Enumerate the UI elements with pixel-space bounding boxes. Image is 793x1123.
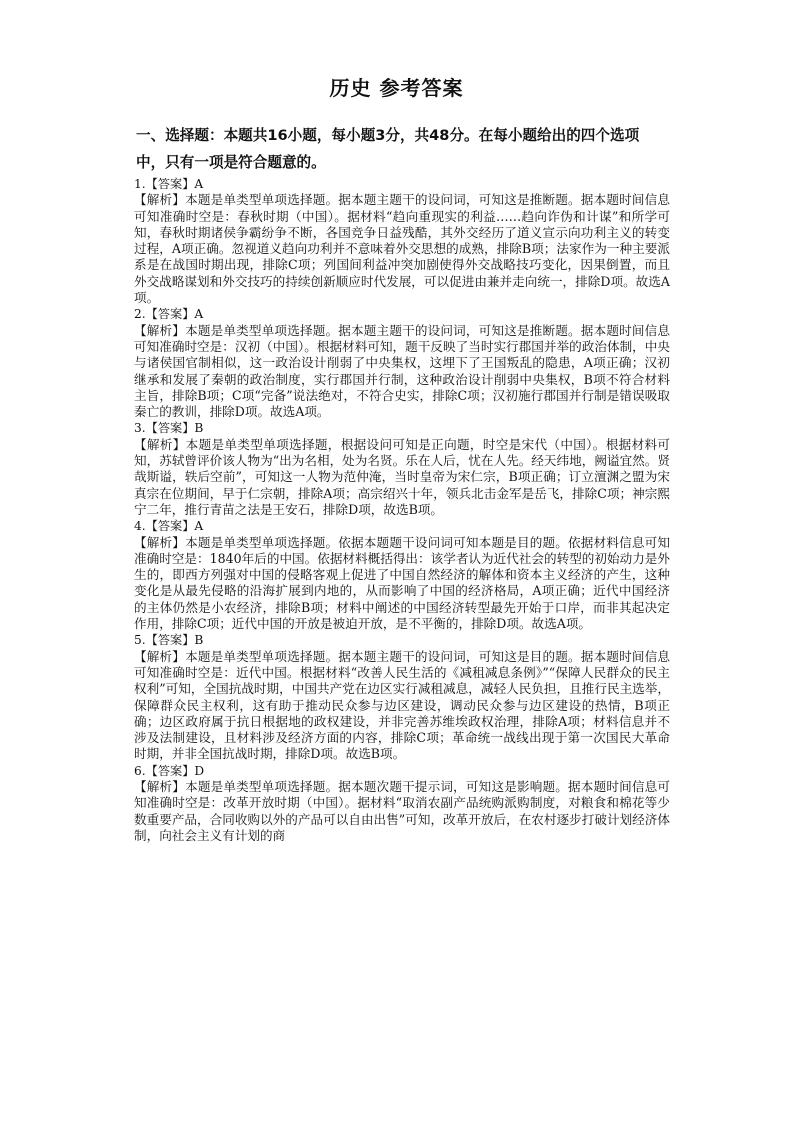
page-title: 历史 参考答案	[329, 76, 464, 100]
answer-list	[134, 176, 670, 844]
answer-line: 3.【答案】B	[134, 421, 204, 436]
answer-item-3	[134, 420, 670, 518]
explanation-text: 【解析】本题是单类型单项选择题，根据设问可知是正向题，时空是宋代（中国）。根据材料可知，苏轼曾评价该人物为“出为名相，处为名贤。乐在人后，忧在人先。经天纬地，阙谥宜然。贤哉斯谥，轶后空前”，可知这一人物为范仲淹，当时皇帝为宋仁宗，B项正确；订立澶渊之盟为宋真宗在位期间，早于仁宗朝，排除A项；高宗绍兴十年，领兵北击金军是岳飞，排除C项；神宗熙宁二年，推行青苗之法是王安石，排除D项，故选B项。	[134, 436, 670, 517]
answer-item-4	[134, 518, 670, 632]
answer-item-1	[134, 176, 670, 306]
answer-item-5	[134, 632, 670, 762]
explanation-text: 【解析】本题是单类型单项选择题。据本题主题干的设问词，可知这是推断题。据本题时间信息可知准确时空是：春秋时期（中国）。据材料“趋向重现实的利益……趋向诈伪和计谋”和所学可知，春秋时期诸侯争霸纷争不断，各国竞争日益残酷，其外交经历了道义宣示向功利主义的转变过程，A项正确。忽视道义趋向功利并不意味着外交思想的成熟，排除B项；法家作为一种主要派系是在战国时期出现，排除C项；列国间利益冲突加剧使得外交战略技巧变化，因果倒置，而且外交战略谋划和外交技巧的持续创新顺应时代发展，可以促进由兼并走向统一，排除D项。故选A项。	[134, 192, 670, 306]
answer-line: 2.【答案】A	[134, 307, 204, 322]
answer-item-6	[134, 763, 670, 844]
explanation-text: 【解析】本题是单类型单项选择题。据本题主题干的设问词，可知这是目的题。据本题时间信息可知准确时空是：近代中国。根据材料“改善人民生活的《减租减息条例》”“保障人民群众的民主权利”可知，全国抗战时期，中国共产党在边区实行减租减息，减轻人民负担，且推行民主选举，保障群众民主权利，这有助于推动民众参与边区建设，调动民众参与边区建设的热情，B项正确；边区政府属于抗日根据地的政权建设，并非完善苏维埃政权治理，排除A项；材料信息并不涉及法制建设，且材料涉及经济方面的内容，排除C项；革命统一战线出现于第一次国民大革命时期，并非全国抗战时期，排除D项。故选B项。	[134, 648, 670, 762]
explanation-text: 【解析】本题是单类型单项选择题。据本题次题干提示词，可知这是影响题。据本题时间信息可知准确时空是：改革开放时期（中国）。据材料“取消农副产品统购派购制度，对粮食和棉花等少数重要产品，合同收购以外的产品可以自由出售”可知，改革开放后，在农村逐步打破计划经济体制，向社会主义有计划的商	[134, 778, 670, 843]
answer-item-2	[134, 306, 670, 420]
explanation-text: 【解析】本题是单类型单项选择题。依据本题题干设问词可知本题是目的题。依据材料信息可知准确时空是：1840年后的中国。依据材料概括得出：该学者认为近代社会的转型的初始动力是外生的，即西方列强对中国的侵略客观上促进了中国自然经济的解体和资本主义经济的产生，这种变化是从最先侵略的沿海扩展到内地的，从而影响了中国的经济格局，A项正确；近代中国经济的主体仍然是小农经济，排除B项；材料中阐述的中国经济转型最先开始于口岸，而非其起决定作用，排除C项；近代中国的开放是被迫开放，是不平衡的，排除D项。故选A项。	[134, 534, 670, 632]
answer-line: 1.【答案】A	[134, 177, 204, 191]
section-heading: 一、选择题：本题共16小题，每小题3分，共48分。在每小题给出的四个选项中，只有一项是符合题意的。	[136, 127, 640, 171]
answer-line: 4.【答案】A	[134, 519, 204, 534]
explanation-text: 【解析】本题是单类型单项选择题。据本题主题干的设问词，可知这是推断题。据本题时间信息可知准确时空是：汉初（中国）。根据材料可知，题干反映了当时实行郡国并举的政治体制，中央与诸侯国官制相似，这一政治设计削弱了中央集权，这埋下了王国叛乱的隐患，A项正确；汉初继承和发展了秦朝的政治制度，实行郡国并行制，这种政治设计削弱中央集权，B项不符合材料主旨，排除B项；C项“完备”说法绝对，不符合史实，排除C项；汉初施行郡国并行制是错误吸取秦亡的教训，排除D项。故选A项。	[134, 322, 670, 420]
answer-line: 6.【答案】D	[134, 763, 205, 778]
answer-line: 5.【答案】B	[134, 633, 204, 648]
